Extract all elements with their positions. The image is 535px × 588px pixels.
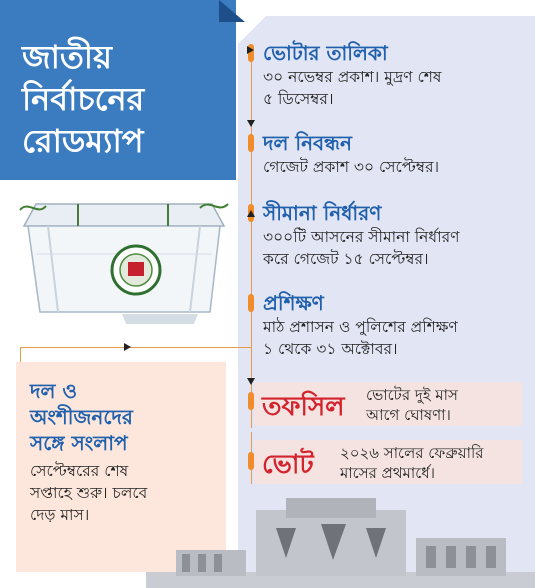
dialogue-title-line: সঙ্গে সংলাপ [30,431,128,455]
page-title [22,36,222,162]
vote-box [254,440,522,484]
step-voter-list [263,40,528,110]
step-training [263,290,528,360]
step-line: গেজেট প্রকাশ ৩০ সেপ্টেম্বর। [263,158,440,176]
schedule-box [254,382,522,426]
dialogue-title-line: অংশীজনদের [30,405,133,429]
timeline-line [251,52,252,428]
dialogue-title-line: দল ও [30,379,78,403]
vote-word: ভোট [262,450,314,480]
dialogue-line: সপ্তাহে শুরু। চলবে [30,484,148,502]
title-line: রোডম্যাপ [22,122,144,160]
step-title: ভোটার তালিকা [263,41,388,65]
dialogue-title [30,378,220,456]
arrow-right-icon [247,46,254,54]
vote-text [340,443,484,483]
schedule-line: আগে ঘোষণা। [366,406,451,424]
arrow-down-icon [247,120,255,127]
step-line: করে গেজেট ১৫ সেপ্টেম্বর। [263,250,429,268]
step-line: মাঠ প্রশাসন ও পুলিশের প্রশিক্ষণ [263,318,458,336]
step-line: ৩০ নভেম্বর প্রকাশ। মুদ্রণ শেষ [263,68,442,86]
schedule-text [366,385,458,425]
step-title: সীমানা নির্ধারণ [263,201,382,225]
schedule-line: ভোটের দুই মাস [366,386,458,404]
vote-line: ২০২৬ সালের ফেব্রুয়ারি [340,444,484,462]
step-line: ৫ ডিসেম্বর। [263,90,334,108]
parliament-building-image [146,488,535,588]
title-line: জাতীয় [22,38,112,76]
title-line: নির্বাচনের [22,80,145,118]
connector-line [20,347,251,348]
step-delimitation [263,200,528,270]
step-line: ১ থেকে ৩১ অক্টোবর। [263,340,398,358]
step-marker [248,134,254,152]
step-party-registration [263,130,528,178]
ballot-box-image [18,190,230,330]
step-title: প্রশিক্ষণ [263,291,324,315]
vote-line: মাসের প্রথমার্ধে। [340,464,436,482]
arrow-icon [124,343,131,351]
arrow-up-icon [247,210,255,217]
schedule-word: তফসিল [262,392,345,422]
step-title: দল নিবন্ধন [263,131,352,155]
step-line: ৩০০টি আসনের সীমানা নির্ধারণ [263,228,460,246]
dialogue-line: দেড় মাস। [30,506,90,524]
dialogue-line: সেপ্টেম্বরের শেষ [30,462,129,480]
step-marker [248,294,254,312]
